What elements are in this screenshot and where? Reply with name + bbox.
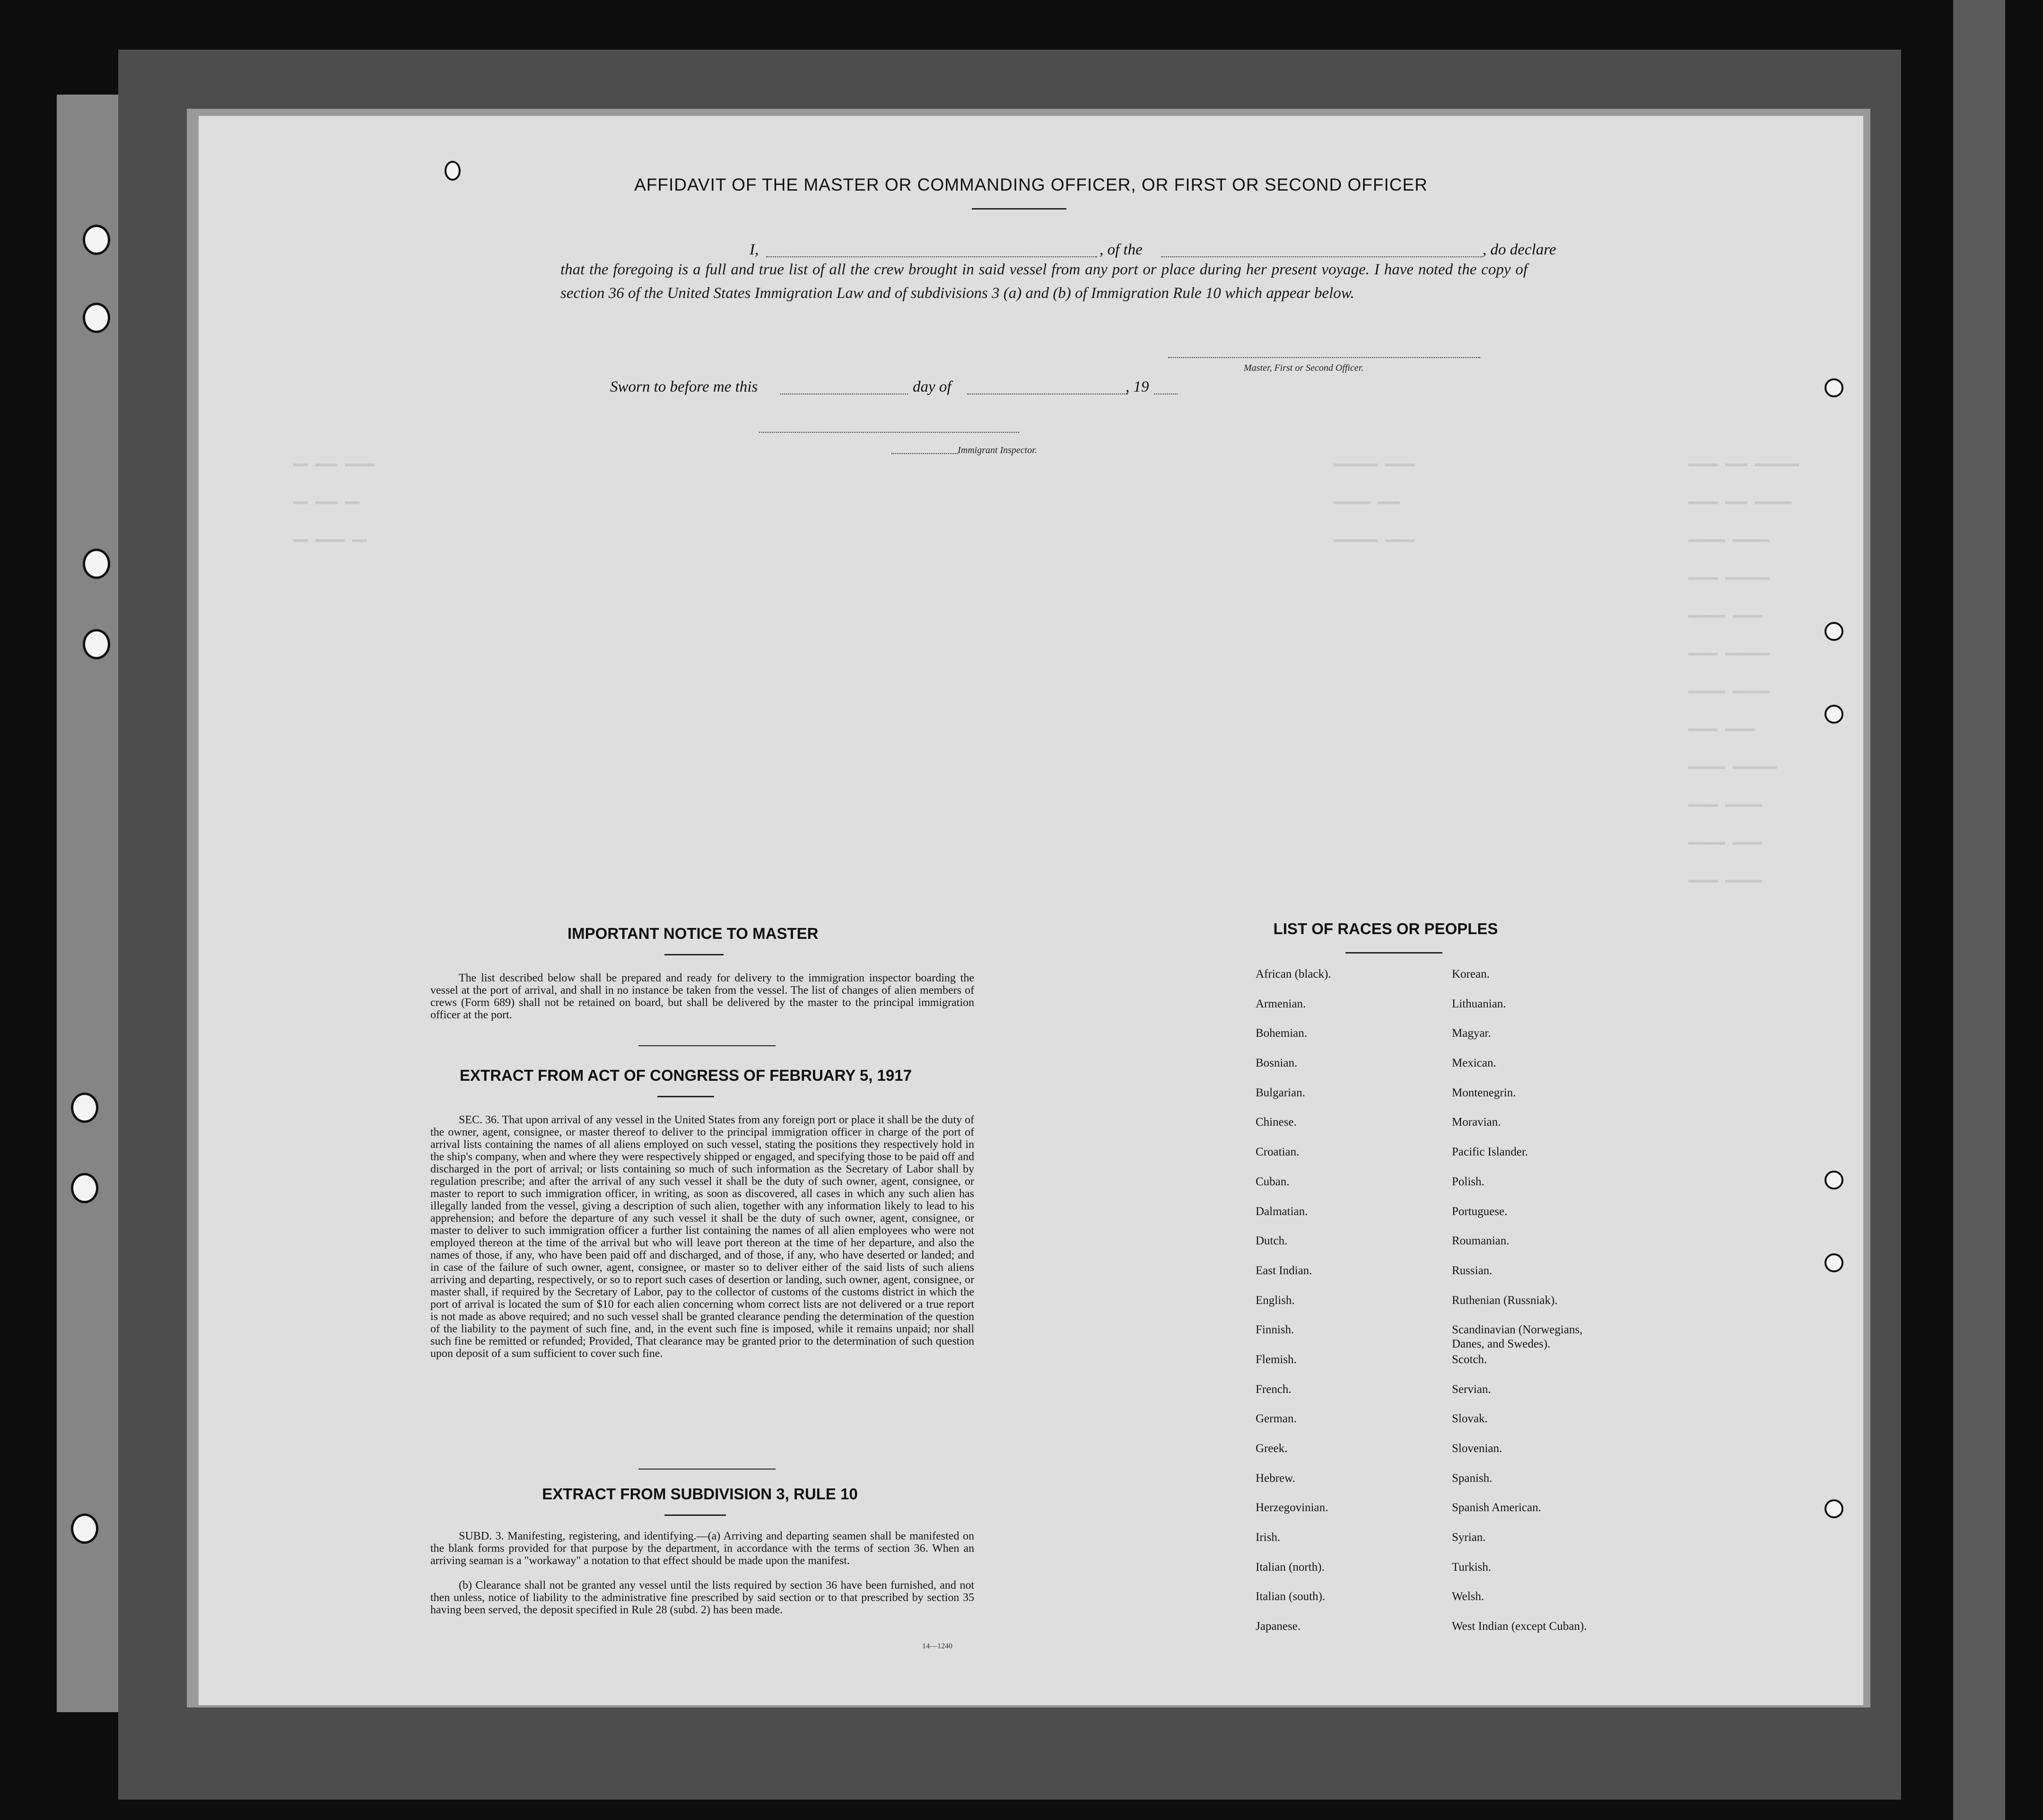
bleed-through-text: ▬▬ ▬▬▬ ▬▬ bbox=[293, 494, 360, 508]
bleed-through-text: ▬▬▬▬ ▬▬▬▬▬ bbox=[1688, 873, 1763, 887]
inspector-caption: Immigrant Inspector. bbox=[958, 445, 1037, 455]
bleed-through-text: ▬▬▬▬▬▬ ▬▬▬▬ bbox=[1334, 456, 1415, 471]
race-item: French. bbox=[1256, 1382, 1292, 1396]
race-item: Slovenian. bbox=[1452, 1442, 1502, 1455]
race-item: Portuguese. bbox=[1452, 1205, 1508, 1218]
race-item: Spanish American. bbox=[1452, 1501, 1541, 1514]
day-of-label: day of bbox=[913, 378, 952, 395]
act-extract-text: SEC. 36. That upon arrival of any vessel in the United States from any foreign port or place it shall be the duty of the owner, agent, consignee, or master thereof to deliver to the principal immigration officer in charge of the port of arrival lists containing the names of all aliens employed on such vessel, stating the positions they respectively hold in the ship's company, when and where they were respectively shipped or engaged, and specifying those to be paid off and discharged in the port of arrival; or lists containing so much of such information as the Secretary of Labor shall by regulation prescribe; and after the arrival of any such vessel it shall be the duty of such owner, agent, consignee, or master to report to such immigration officer, in writing, as soon as discovered, all cases in which any such alien has illegally landed from the vessel, giving a description of such alien, together with any information likely to lead to his apprehension; and before the departure of any such vessel it shall be the duty of such owner, agent, consignee, or master to deliver to such immigration officer a further list containing the names of all alien employees who were not employed thereon at the time of the arrival but who will leave port thereon at the time of her departure, and also the names of those, if any, who have been paid off and discharged, and of those, if any, who have deserted or landed; and in case of the failure of such owner, agent, consignee, or master so to deliver either of the said lists of such aliens arriving and departing, respectively, or so to report such cases of desertion or landing, such owner, agent, consignee, or master shall, if required by the Secretary of Labor, pay to the collector of customs of the customs district in which the port of arrival is located the sum of $10 for each alien concerning whom correct lists are not delivered or a true report is not made as above required; and no such vessel shall be granted clearance pending the determination of the question of the liability to the payment of such fine, and, in the event such fine is imposed, while it remains unpaid; nor shall such fine be remitted or refunded; Provided, That clearance may be granted prior to the determination of such question upon deposit of a sum sufficient to cover such fine. bbox=[430, 1114, 974, 1360]
of-the-label: , of the bbox=[1100, 241, 1143, 258]
race-item: Irish. bbox=[1256, 1531, 1281, 1544]
race-item: Flemish. bbox=[1256, 1353, 1297, 1366]
binding-hole bbox=[71, 1514, 98, 1544]
rule-extract-rule bbox=[664, 1514, 726, 1516]
title-underline bbox=[972, 208, 1066, 210]
page-hole bbox=[1825, 1253, 1843, 1272]
race-item: Pacific Islander. bbox=[1452, 1146, 1528, 1159]
race-item: Dalmatian. bbox=[1256, 1205, 1308, 1218]
race-item: Croatian. bbox=[1256, 1146, 1300, 1159]
master-signature-caption: Master, First or Second Officer. bbox=[1244, 363, 1364, 373]
do-declare-label: , do declare bbox=[1483, 241, 1556, 258]
race-item: Italian (north). bbox=[1256, 1560, 1325, 1574]
notice-divider bbox=[638, 1045, 776, 1046]
race-item: Montenegrin. bbox=[1452, 1086, 1516, 1099]
race-item: Spanish. bbox=[1452, 1471, 1493, 1485]
inspector-signature-line-2 bbox=[891, 453, 958, 454]
page-hole bbox=[1825, 1171, 1843, 1190]
bleed-through-text: ▬▬▬▬ ▬▬▬ ▬▬▬▬▬▬ bbox=[1688, 456, 1799, 471]
bleed-through-text: ▬▬▬▬▬ ▬▬▬▬▬ bbox=[1688, 683, 1770, 698]
race-item: Bulgarian. bbox=[1256, 1086, 1305, 1099]
race-item: Armenian. bbox=[1256, 997, 1306, 1010]
bleed-through-text: ▬▬▬▬ ▬▬▬▬▬ bbox=[1688, 797, 1763, 811]
bleed-through-text: ▬▬▬▬▬ ▬▬▬▬ bbox=[1688, 835, 1763, 849]
race-item: Mexican. bbox=[1452, 1057, 1496, 1070]
race-item: Lithuanian. bbox=[1452, 997, 1506, 1010]
film-right-strip bbox=[1953, 0, 2005, 1820]
race-item: Polish. bbox=[1452, 1175, 1484, 1188]
race-item: Finnish. bbox=[1256, 1323, 1294, 1337]
i-label: I, bbox=[750, 241, 759, 258]
binding-hole bbox=[71, 1173, 98, 1203]
race-item: Bohemian. bbox=[1256, 1027, 1308, 1040]
notice-text: The list described below shall be prepared and ready for delivery to the immigration inspector boarding the vessel at the port of arrival, and shall in no instance be taken from the vessel. The list of changes of alien members of crews (Form 689) shall not be retained on board, but shall be delivered by the master to the principal immigration officer at the port. bbox=[430, 972, 974, 1021]
manifest-page bbox=[199, 116, 1863, 1705]
race-item: Moravian. bbox=[1452, 1116, 1501, 1129]
notice-heading: IMPORTANT NOTICE TO MASTER bbox=[568, 925, 819, 942]
race-item: Japanese. bbox=[1256, 1620, 1301, 1633]
bleed-through-text: ▬▬▬▬▬ ▬▬▬▬▬▬ bbox=[1688, 759, 1777, 773]
race-item: Syrian. bbox=[1452, 1531, 1486, 1544]
bleed-through-text: ▬▬▬▬▬ ▬▬▬▬▬ bbox=[1688, 532, 1770, 546]
race-item: Servian. bbox=[1452, 1382, 1491, 1396]
act-extract-heading: EXTRACT FROM ACT OF CONGRESS OF FEBRUARY 5, 1917 bbox=[460, 1067, 912, 1084]
race-item: Chinese. bbox=[1256, 1116, 1297, 1129]
race-item: Ruthenian (Russniak). bbox=[1452, 1294, 1558, 1307]
race-item: East Indian. bbox=[1256, 1264, 1312, 1277]
bleed-through-text: ▬▬▬▬ ▬▬▬▬ bbox=[1688, 721, 1755, 735]
binding-hole bbox=[83, 549, 110, 579]
binding-hole bbox=[83, 225, 110, 255]
race-item: Greek. bbox=[1256, 1442, 1288, 1455]
race-item: Scandinavian (Norwegians, Danes, and Swedes). bbox=[1452, 1323, 1583, 1351]
binding-hole bbox=[83, 303, 110, 333]
page-hole bbox=[1825, 1499, 1843, 1518]
race-item: Herzegovinian. bbox=[1256, 1501, 1328, 1514]
race-item: African (black). bbox=[1256, 968, 1331, 980]
binding-hole bbox=[71, 1093, 98, 1123]
race-item: Scotch. bbox=[1452, 1353, 1487, 1366]
bleed-through-text: ▬▬▬▬▬ ▬▬▬▬ bbox=[1688, 608, 1763, 622]
page-hole bbox=[1825, 622, 1843, 641]
races-rule bbox=[1345, 952, 1442, 954]
race-item: Turkish. bbox=[1452, 1560, 1492, 1574]
act-extract-rule bbox=[657, 1096, 714, 1097]
race-item: Welsh. bbox=[1452, 1590, 1484, 1603]
year-label: , 19 bbox=[1126, 378, 1149, 395]
race-item: Bosnian. bbox=[1256, 1057, 1298, 1070]
races-column-right bbox=[1452, 967, 1608, 1649]
race-item: Magyar. bbox=[1452, 1027, 1491, 1040]
bleed-through-text: ▬▬▬▬▬ ▬▬▬ bbox=[1334, 494, 1400, 508]
sworn-label: Sworn to before me this bbox=[610, 378, 758, 395]
race-item: Slovak. bbox=[1452, 1412, 1488, 1426]
page-hole bbox=[1825, 378, 1843, 397]
races-column-left bbox=[1256, 967, 1435, 1649]
notice-rule bbox=[664, 954, 724, 955]
race-item: Dutch. bbox=[1256, 1234, 1288, 1248]
rule-para-b: (b) Clearance shall not be granted any vessel until the lists required by section 36 have been furnished, and not then unless, notice of liability to the administrative fine prescribed by said section or to that prescribed by section 35 having been served, the deposit specified in Rule 28 (subd. 2) has been made. bbox=[430, 1579, 974, 1616]
bleed-through-text: ▬▬▬▬ ▬▬▬▬▬▬ bbox=[1688, 570, 1770, 584]
master-signature-line bbox=[1168, 357, 1480, 358]
race-item: West Indian (except Cuban). bbox=[1452, 1620, 1587, 1633]
race-item: Hebrew. bbox=[1256, 1471, 1295, 1485]
race-item: Italian (south). bbox=[1256, 1590, 1326, 1603]
binding-hole bbox=[83, 629, 110, 659]
bleed-through-text: ▬▬ ▬▬▬▬ ▬▬ bbox=[293, 532, 367, 546]
race-item: German. bbox=[1256, 1412, 1297, 1426]
inspector-signature-line bbox=[759, 432, 1019, 433]
race-item: English. bbox=[1256, 1294, 1295, 1307]
act-extract-divider bbox=[638, 1469, 776, 1470]
page-hole bbox=[1825, 705, 1843, 724]
race-item: Russian. bbox=[1452, 1264, 1493, 1277]
race-item: Cuban. bbox=[1256, 1175, 1290, 1188]
bleed-through-text: ▬▬ ▬▬▬ ▬▬▬▬ bbox=[293, 456, 375, 471]
race-item: Roumanian. bbox=[1452, 1234, 1510, 1248]
race-item: Korean. bbox=[1452, 968, 1490, 980]
vessel-blank bbox=[1161, 256, 1483, 257]
form-number: 14—1240 bbox=[922, 1642, 952, 1650]
declaration-text: that the foregoing is a full and true list of all the crew brought in said vessel from any port or place during her present voyage. I have noted the copy of section 36 of the United States Immigration Law and of subdivisions 3 (a) and (b) of Immigration Rule 10 which appear below. bbox=[560, 261, 1528, 302]
bleed-through-text: ▬▬▬▬▬▬ ▬▬▬▬ bbox=[1334, 532, 1415, 546]
bleed-through-text: ▬▬▬▬ ▬▬▬ ▬▬▬▬▬ bbox=[1688, 494, 1792, 508]
rule-para-a: SUBD. 3. Manifesting, registering, and identifying.—(a) Arriving and departing seamen shall be manifested on the blank forms provided for that purpose by the department, in accordance with the terms of section 36. When an arriving seaman is a "workaway" a notation to that effect should be made upon the manifest. bbox=[430, 1530, 974, 1567]
bleed-through-text: ▬▬▬▬ ▬▬▬▬▬▬ bbox=[1688, 646, 1770, 660]
affidavit-title: AFFIDAVIT OF THE MASTER OR COMMANDING OFFICER, OR FIRST OR SECOND OFFICER bbox=[634, 175, 1428, 194]
name-blank bbox=[766, 256, 1097, 257]
races-heading: LIST OF RACES OR PEOPLES bbox=[1273, 920, 1498, 937]
rule-extract-heading: EXTRACT FROM SUBDIVISION 3, RULE 10 bbox=[542, 1485, 858, 1503]
